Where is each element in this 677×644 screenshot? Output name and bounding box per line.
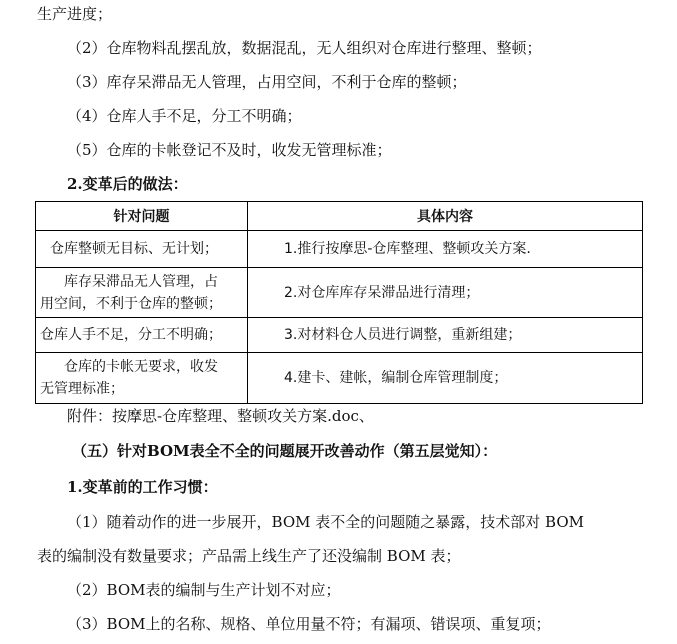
table-cell-issue — [36, 268, 248, 318]
issue-item-2: （2）仓库物料乱摆乱放，数据混乱，无人组织对仓库进行整理、整顿； — [67, 39, 542, 57]
table-cell-issue — [36, 318, 248, 353]
table-row — [36, 268, 643, 318]
issue-text: 仓库整顿无目标、无计划； — [50, 241, 218, 257]
section-heading-after-change: 2.变革后的做法： — [67, 175, 188, 193]
table-cell-content: 2.对仓库库存呆滞品进行清理； — [248, 268, 643, 318]
bom-item-1-line1: （1）随着动作的进一步展开，BOM 表不全的问题随之暴露，技术部对 BOM — [67, 513, 584, 531]
section-heading-bom: （五）针对BOM表全不全的问题展开改善动作（第五层觉知）： — [72, 442, 498, 460]
header-content: 具体内容 — [248, 202, 643, 231]
issue-item-5: （5）仓库的卡帐登记不及时，收发无管理标准； — [67, 141, 392, 159]
issue-text-line2: 无管理标准； — [40, 381, 124, 397]
table-header-row — [36, 202, 643, 231]
bom-item-2: （2）BOM表的编制与生产计划不对应； — [67, 581, 341, 599]
improvement-table — [35, 201, 643, 404]
attachment-line: 附件：按摩思-仓库整理、整顿攻关方案.doc、 — [67, 407, 374, 425]
table-row — [36, 318, 643, 353]
issue-item-3: （3）库存呆滞品无人管理，占用空间，不利于仓库的整顿； — [67, 73, 467, 91]
table-cell-issue — [36, 353, 248, 404]
issue-text-line2: 用空间，不利于仓库的整顿； — [40, 295, 222, 312]
header-issue: 针对问题 — [36, 202, 248, 231]
table-row — [36, 231, 643, 268]
subheading-before-change: 1.变革前的工作习惯： — [67, 478, 218, 496]
issue-text-line1: 仓库的卡帐无要求，收发 — [64, 359, 218, 375]
paragraph-continuation: 生产进度； — [37, 5, 113, 23]
bom-item-3: （3）BOM上的名称、规格、单位用量不符；有漏项、错误项、重复项； — [67, 615, 551, 633]
issue-text: 仓库人手不足，分工不明确； — [40, 327, 222, 343]
issue-item-4: （4）仓库人手不足，分工不明确； — [67, 107, 302, 125]
table-cell-content: 3.对材料仓人员进行调整，重新组建； — [248, 318, 643, 353]
table-cell-content: 4.建卡、建帐，编制仓库管理制度； — [248, 353, 643, 404]
issue-text-line1: 库存呆滞品无人管理，占 — [64, 273, 218, 290]
table-cell-content: 1.推行按摩思-仓库整理、整顿攻关方案. — [248, 231, 643, 268]
table-row — [36, 353, 643, 404]
bom-item-1-line2: 表的编制没有数量要求；产品需上线生产了还没编制 BOM 表； — [37, 547, 461, 565]
table-cell-issue — [36, 231, 248, 268]
